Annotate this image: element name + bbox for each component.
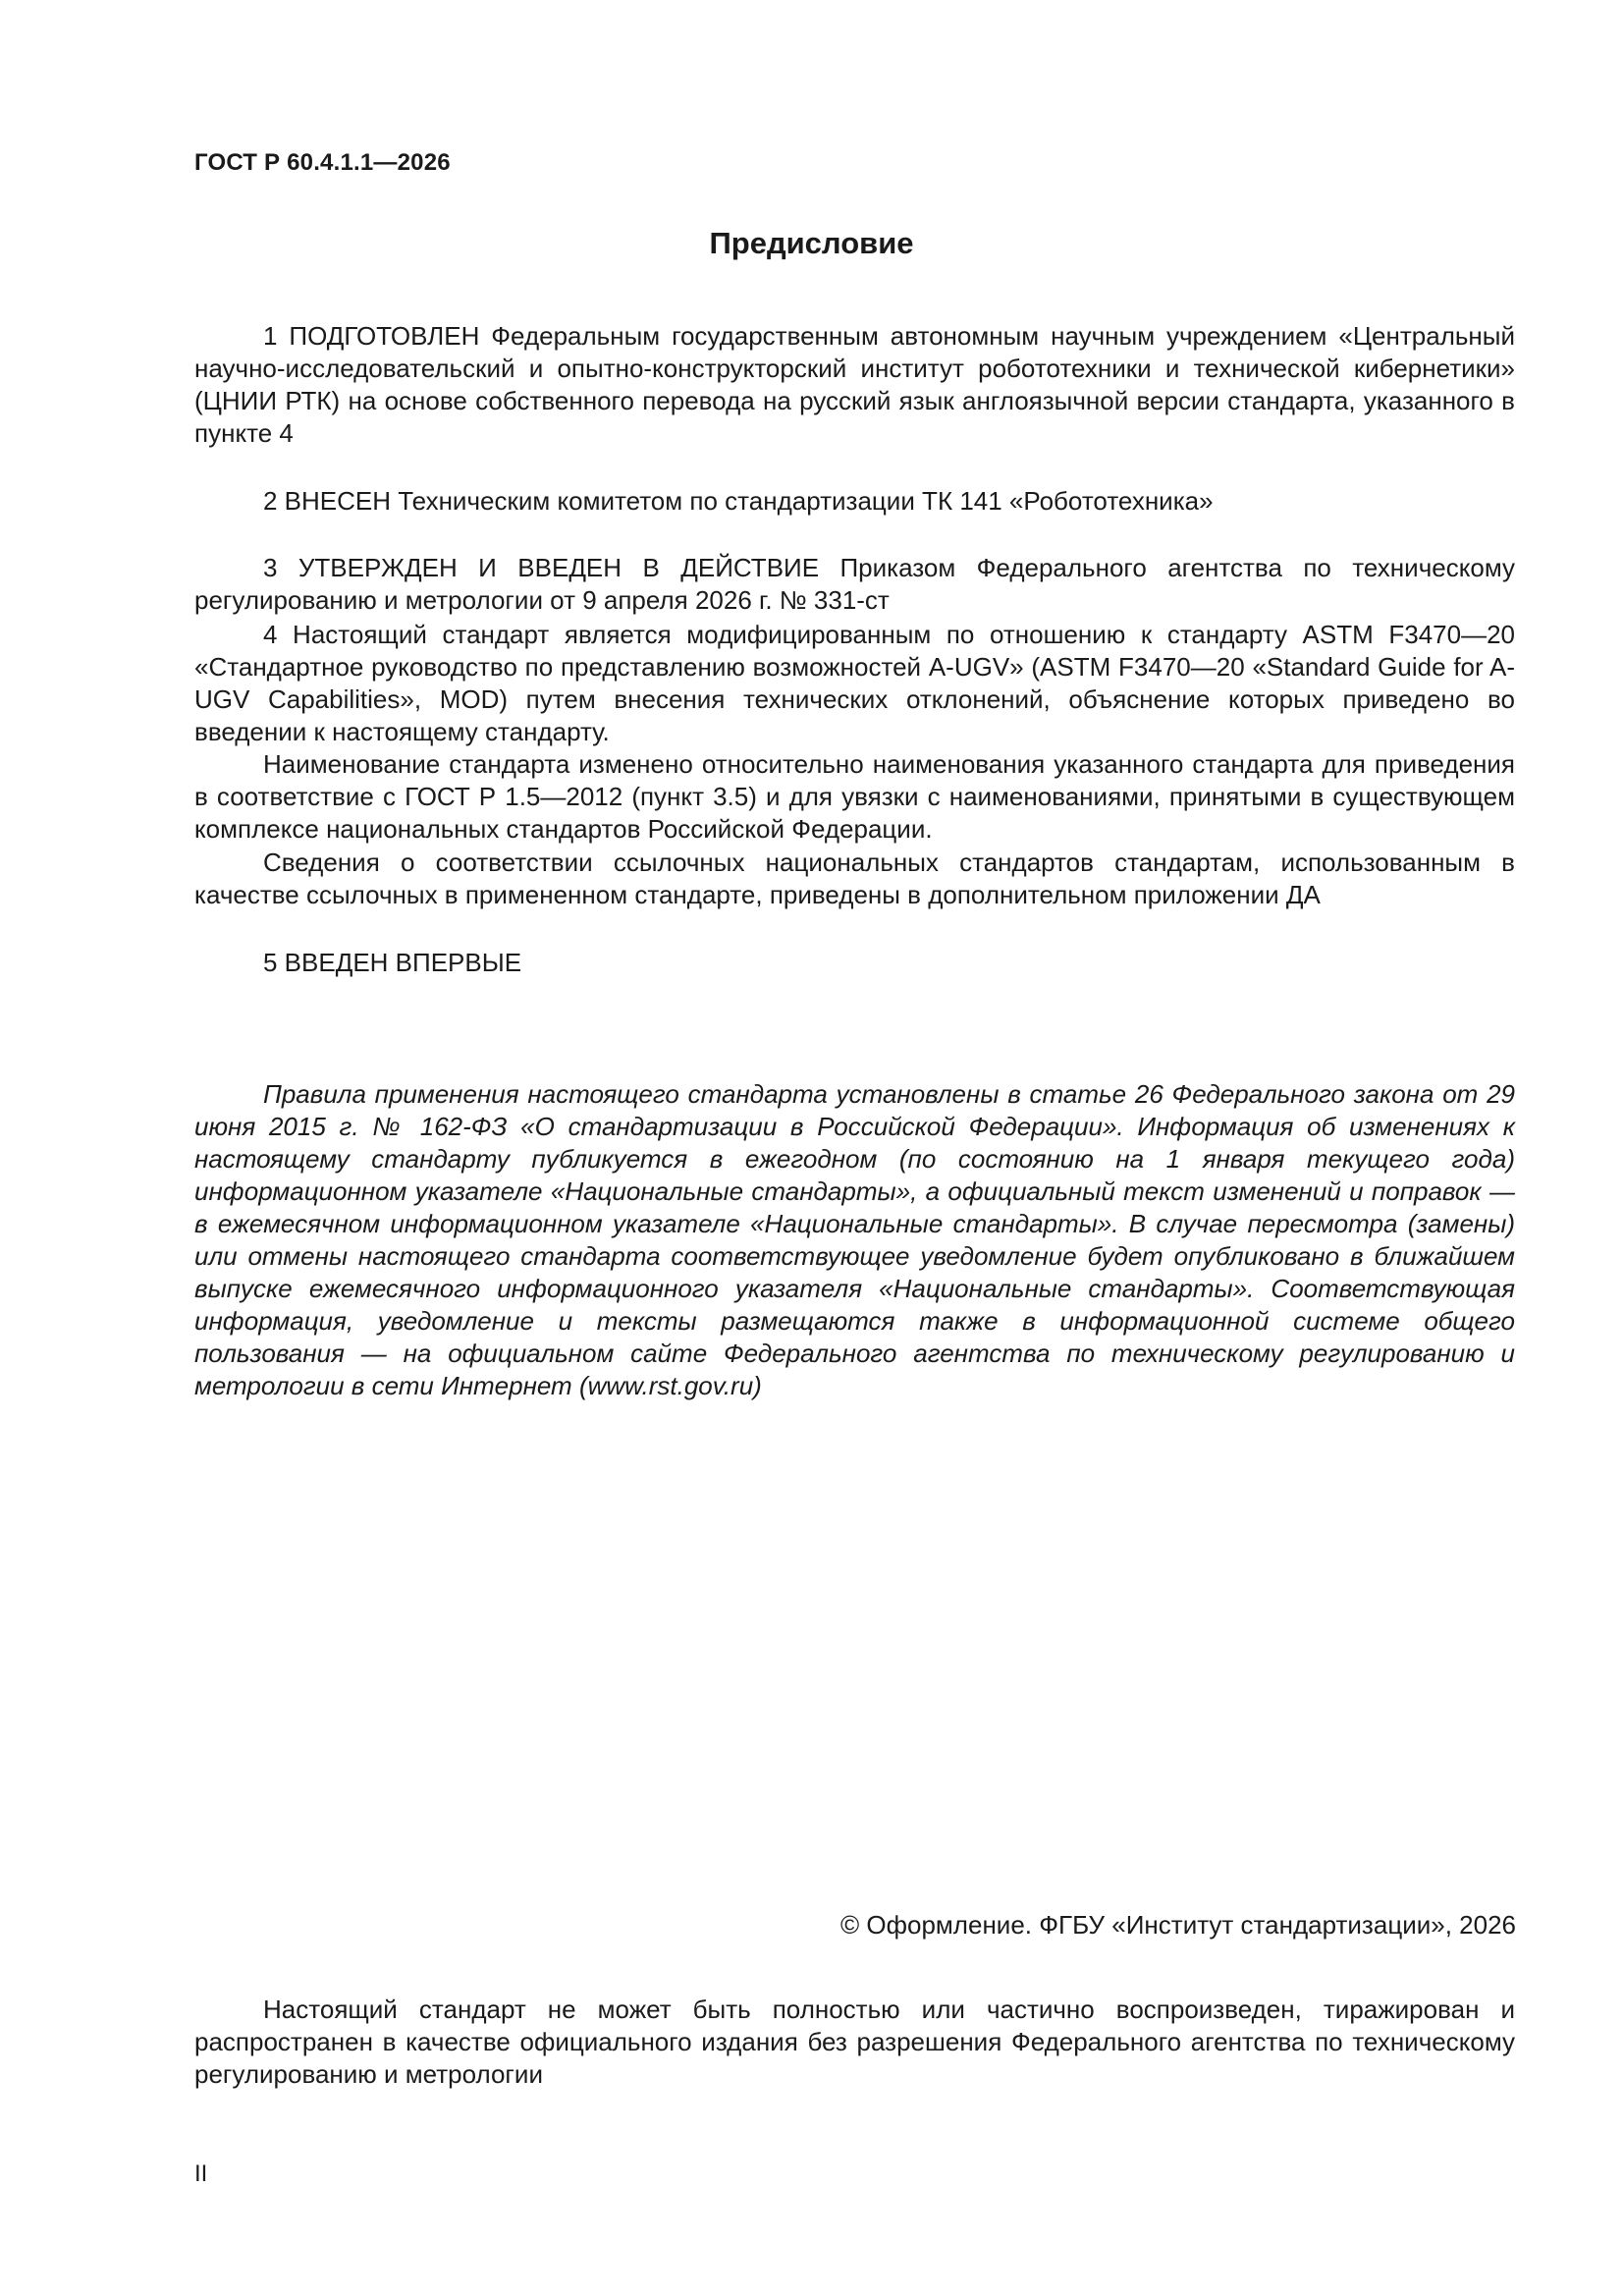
paragraph-name-changed: Наименование стандарта изменено относительно наименования указанного стандарта для приведения в соответствие с ГОСТ Р 1.5—2012 (пункт 3.5) и для увязки с наименованиями, принятыми в существующем комплексе национальных стандартов Российской Федерации. <box>194 749 1515 844</box>
paragraph-introduced-by: 2 ВНЕСЕН Техническим комитетом по стандартизации ТК 141 «Робототехника» <box>263 486 1214 516</box>
application-rules-notice: Правила применения настоящего стандарта установлены в статье 26 Федерального закона от 29 июня 2015 г. № 162-ФЗ «О стандартизации в Российской Федерации». Информация об изменениях к настоящему стандарту публикуется в ежегодном (по состоянию на 1 января текущего года) информационном указателе «Национальные стандарты», а официальный текст изменений и поправок — в ежемесячном информационном указателе «Национальные стандарты». В случае пересмотра (замены) или отмены настоящего стандарта соответствующее уведомление будет опубликовано в ближайшем выпуске ежемесячного информационного указателя «Национальные стандарты». Соответствующая информация, уведомление и тексты размещаются также в информационной системе общего пользования — на официальном сайте Федерального агентства по техническому регулированию и метрологии в сети Интернет (www.rst.gov.ru) <box>194 1079 1515 1400</box>
paragraph-modified-standard: 4 Настоящий стандарт является модифицированным по отношению к стандарту ASTM F3470—20 «Стандартное руководство по представлению возможностей A-UGV» (ASTM F3470—20 «Standard Guide for A-UGV Capabilities», MOD) путем внесения технических отклонений, объяснение которых приведено во введении к настоящему стандарту. <box>194 620 1515 746</box>
paragraph-reference-standards: Сведения о соответствии ссылочных национальных стандартов стандартам, использованным в качестве ссылочных в примененном стандарте, приведены в дополнительном приложении ДА <box>194 847 1515 909</box>
paragraph-prepared-by: 1 ПОДГОТОВЛЕН Федеральным государственным автономным научным учреждением «Центральный научно-исследовательский и опытно-конструкторский институт робототехники и технической кибернетики» (ЦНИИ РТК) на основе собственного перевода на русский язык англоязычной версии стандарта, указанного в пункте 4 <box>194 321 1515 448</box>
paragraph-approved: 3 УТВЕРЖДЕН И ВВЕДЕН В ДЕЙСТВИЕ Приказом Федерального агентства по техническому регулированию и метрологии от 9 апреля 2026 г. № 331-ст <box>194 553 1515 615</box>
reproduction-notice: Настоящий стандарт не может быть полностью или частично воспроизведен, тиражирован и распространен в качестве официального издания без разрешения Федерального агентства по техническому регулированию и метрологии <box>194 1995 1515 2089</box>
page-number: II <box>194 2160 208 2187</box>
copyright-line: © Оформление. ФГБУ «Институт стандартизации», 2026 <box>840 1910 1516 1940</box>
standard-code: ГОСТ Р 60.4.1.1—2026 <box>194 149 451 176</box>
paragraph-first-introduced: 5 ВВЕДЕН ВПЕРВЫЕ <box>263 948 522 977</box>
page-title: Предисловие <box>709 226 914 260</box>
